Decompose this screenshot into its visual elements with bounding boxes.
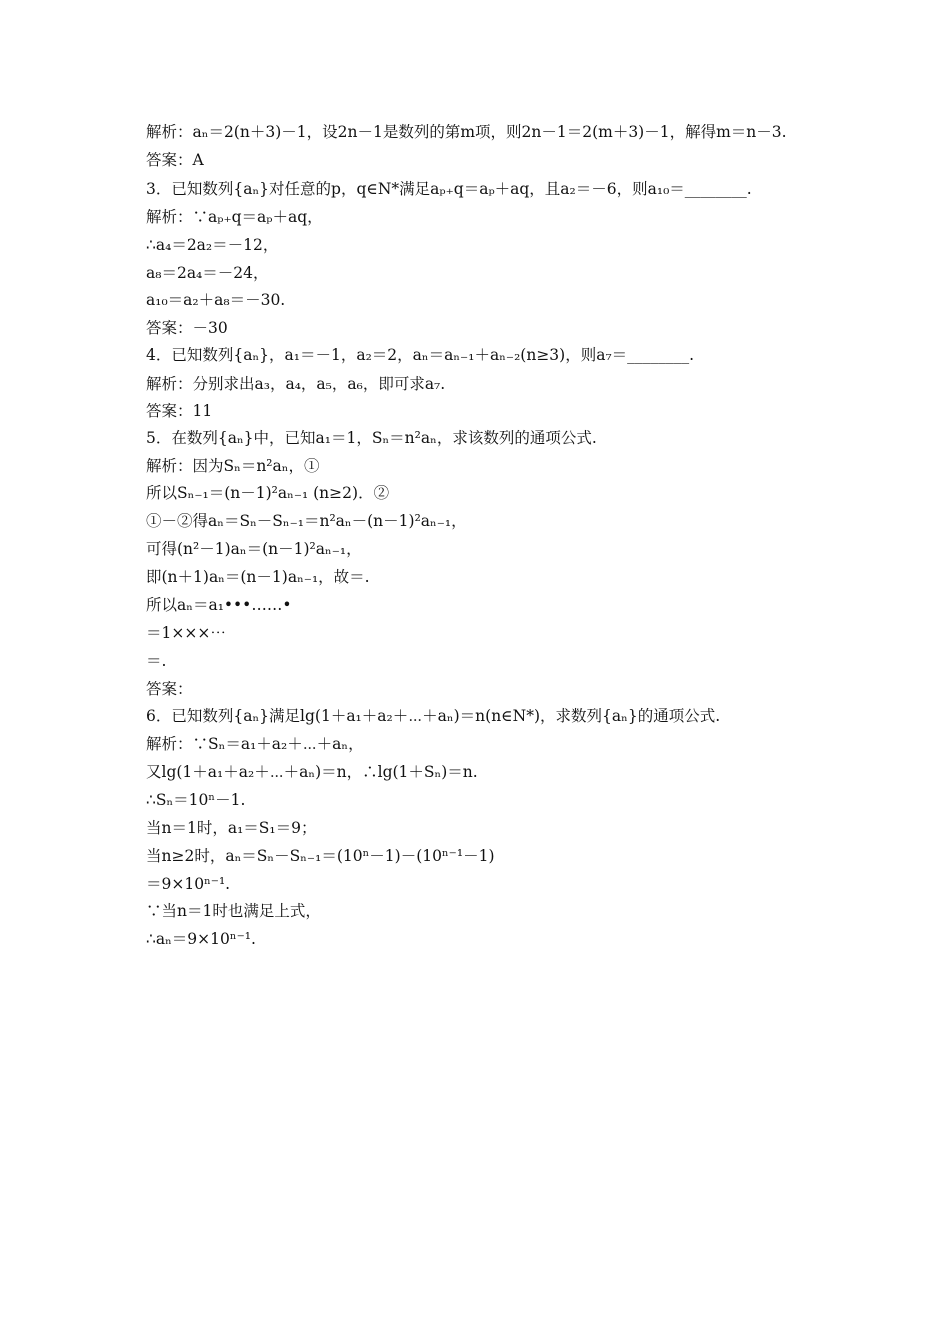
text-line bbox=[146, 790, 245, 810]
text-line bbox=[146, 179, 752, 199]
line-text: ∴a₄＝2a₂＝－12， bbox=[146, 236, 279, 254]
line-text: 解析：因为Sₙ＝n²aₙ，① bbox=[146, 457, 320, 475]
text-line bbox=[146, 483, 389, 503]
text-line bbox=[146, 207, 323, 227]
line-text: 所以Sₙ₋₁＝(n－1)²aₙ₋₁ (n≥2)．② bbox=[146, 484, 390, 502]
line-text: 解析：∵aₚ₊q＝aₚ＋aq， bbox=[146, 208, 323, 226]
line-text: ∴Sₙ＝10ⁿ－1. bbox=[146, 791, 246, 809]
line-text: 可得(n²－1)aₙ＝(n－1)²aₙ₋₁， bbox=[146, 540, 362, 558]
text-line bbox=[146, 595, 291, 615]
text-line bbox=[146, 235, 278, 255]
text-line bbox=[146, 679, 193, 699]
line-text: a₈＝2a₄＝－24， bbox=[146, 264, 269, 282]
text-line bbox=[146, 401, 212, 421]
text-line bbox=[146, 623, 226, 643]
line-text: 4．已知数列{aₙ}，a₁＝－1，a₂＝2，aₙ＝aₙ₋₁＋aₙ₋₂(n≥3)，则a₇＝________. bbox=[146, 346, 695, 364]
text-line bbox=[146, 929, 256, 949]
line-text: 解析：分别求出a₃，a₄，a₅，a₆，即可求a₇. bbox=[146, 375, 446, 393]
text-line bbox=[146, 846, 495, 866]
line-text: ∵当n＝1时也满足上式， bbox=[146, 902, 321, 920]
line-text: ①－②得aₙ＝Sₙ－Sₙ₋₁＝n²aₙ－(n－1)²aₙ₋₁， bbox=[146, 512, 467, 530]
line-text: 当n＝1时，a₁＝S₁＝9； bbox=[146, 819, 317, 837]
text-line bbox=[146, 818, 317, 838]
text-line bbox=[146, 901, 321, 921]
line-text: ∴aₙ＝9×10ⁿ⁻¹. bbox=[146, 930, 256, 948]
text-line bbox=[146, 374, 445, 394]
text-line bbox=[146, 511, 467, 531]
line-text: 又lg(1＋a₁＋a₂＋⋯＋aₙ)＝n，∴lg(1＋Sₙ)＝n. bbox=[146, 763, 478, 781]
line-text: 答案： bbox=[146, 680, 193, 698]
line-text: 答案：A bbox=[146, 151, 204, 169]
line-text: 答案：－30 bbox=[146, 319, 228, 337]
text-line bbox=[146, 567, 370, 587]
text-line bbox=[146, 706, 720, 726]
text-line bbox=[146, 762, 478, 782]
line-text: 当n≥2时，aₙ＝Sₙ－Sₙ₋₁＝(10ⁿ－1)－(10ⁿ⁻¹－1) bbox=[146, 847, 495, 865]
text-line bbox=[146, 428, 597, 448]
text-line bbox=[146, 122, 787, 142]
line-text: 所以aₙ＝a₁•••……• bbox=[146, 596, 292, 614]
line-text: ＝1×××⋯ bbox=[146, 624, 226, 642]
text-line bbox=[146, 150, 204, 170]
text-line bbox=[146, 345, 694, 365]
text-line bbox=[146, 290, 285, 310]
text-line bbox=[146, 651, 166, 671]
line-text: 答案：11 bbox=[146, 402, 213, 420]
line-text: ＝. bbox=[146, 652, 167, 670]
text-line bbox=[146, 539, 362, 559]
line-text: 3．已知数列{aₙ}对任意的p，q∈N*满足aₚ₊q＝aₚ＋aq，且a₂＝－6，则a₁₀＝________. bbox=[146, 180, 752, 198]
line-text: 解析：aₙ＝2(n＋3)－1，设2n－1是数列的第m项，则2n－1＝2(m＋3)－1，解得m＝n－3. bbox=[146, 123, 787, 141]
text-line bbox=[146, 318, 228, 338]
line-text: 即(n＋1)aₙ＝(n－1)aₙ₋₁，故＝. bbox=[146, 568, 370, 586]
line-text: 解析：∵Sₙ＝a₁＋a₂＋⋯＋aₙ， bbox=[146, 735, 364, 753]
line-text: 5．在数列{aₙ}中，已知a₁＝1，Sₙ＝n²aₙ，求该数列的通项公式. bbox=[146, 429, 597, 447]
text-line bbox=[146, 456, 319, 476]
text-line bbox=[146, 874, 230, 894]
text-line bbox=[146, 734, 364, 754]
line-text: ＝9×10ⁿ⁻¹. bbox=[146, 875, 231, 893]
text-line bbox=[146, 263, 269, 283]
line-text: a₁₀＝a₂＋a₈＝－30. bbox=[146, 291, 286, 309]
line-text: 6．已知数列{aₙ}满足lg(1＋a₁＋a₂＋⋯＋aₙ)＝n(n∈N*)，求数列{aₙ}的通项公式. bbox=[146, 707, 721, 725]
